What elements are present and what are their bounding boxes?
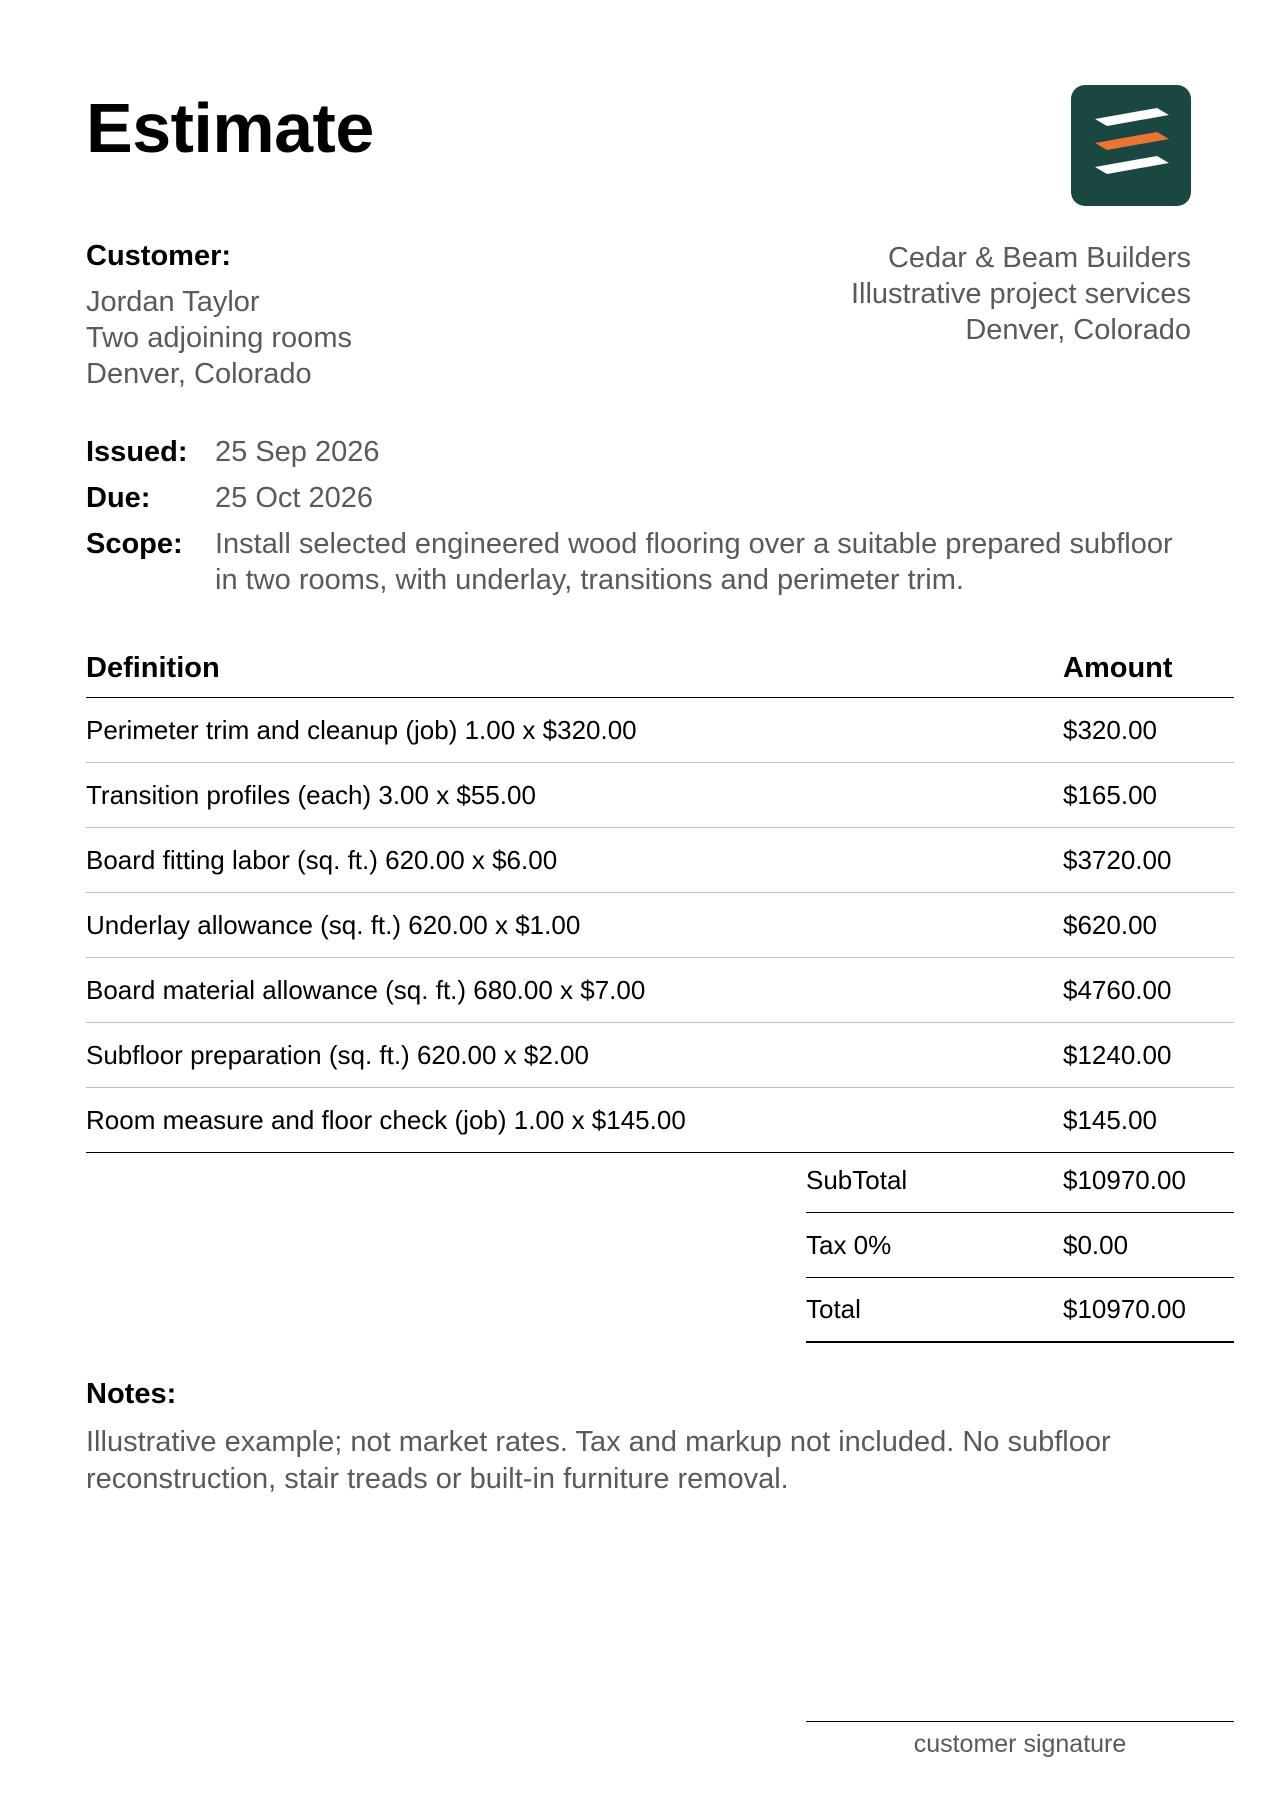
company-name: Cedar & Beam Builders bbox=[887, 242, 1191, 274]
stacked-boards-logo-icon bbox=[1071, 85, 1191, 206]
logo-graphic bbox=[1071, 85, 1191, 206]
line-items-table bbox=[86, 652, 1234, 1153]
customer-details bbox=[86, 284, 352, 392]
customer-label: Customer: bbox=[86, 240, 232, 272]
table-row bbox=[86, 958, 1234, 1023]
item-definition: Subfloor preparation (sq. ft.) 620.00 x $2.00 bbox=[86, 1039, 589, 1070]
item-amount: $145.00 bbox=[1063, 1104, 1157, 1135]
item-amount: $165.00 bbox=[1063, 779, 1157, 810]
total-label: Total bbox=[806, 1294, 861, 1324]
item-definition: Board material allowance (sq. ft.) 680.00 x $7.00 bbox=[86, 974, 646, 1005]
customer-project: Two adjoining rooms bbox=[86, 322, 352, 354]
total-value: $10970.00 bbox=[1063, 1294, 1186, 1324]
item-amount: $620.00 bbox=[1063, 909, 1157, 940]
issued-value: 25 Sep 2026 bbox=[215, 436, 380, 468]
signature-label: customer signature bbox=[913, 1730, 1127, 1758]
definition-header: Definition bbox=[86, 652, 220, 684]
item-definition: Board fitting labor (sq. ft.) 620.00 x $6.00 bbox=[86, 844, 558, 875]
scope-row bbox=[86, 526, 1175, 598]
table-row bbox=[86, 698, 1234, 763]
signature-line bbox=[806, 1721, 1234, 1722]
company-tagline: Illustrative project services bbox=[850, 278, 1191, 310]
subtotal-row bbox=[806, 1148, 1234, 1213]
scope-label: Scope: bbox=[86, 528, 183, 560]
item-amount: $320.00 bbox=[1063, 714, 1157, 745]
tax-value: $0.00 bbox=[1063, 1229, 1129, 1260]
item-definition: Underlay allowance (sq. ft.) 620.00 x $1.00 bbox=[86, 909, 581, 940]
due-value: 25 Oct 2026 bbox=[215, 482, 373, 514]
item-amount: $4760.00 bbox=[1063, 974, 1172, 1005]
customer-name: Jordan Taylor bbox=[86, 286, 260, 318]
subtotal-value: $10970.00 bbox=[1063, 1164, 1186, 1195]
scope-value: Install selected engineered wood flooring over a suitable prepared subfloor in two rooms, with underlay, transitions and perimeter trim. bbox=[215, 528, 1173, 596]
issued-label: Issued: bbox=[86, 436, 188, 468]
amount-header: Amount bbox=[1063, 652, 1173, 684]
table-row bbox=[86, 893, 1234, 958]
item-amount: $3720.00 bbox=[1063, 844, 1172, 875]
tax-row bbox=[806, 1213, 1234, 1278]
customer-location: Denver, Colorado bbox=[86, 358, 312, 390]
company-details bbox=[851, 240, 1191, 348]
due-row bbox=[86, 480, 1175, 516]
item-definition: Transition profiles (each) 3.00 x $55.00 bbox=[86, 779, 536, 810]
table-row bbox=[86, 828, 1234, 893]
document-title: Estimate bbox=[86, 89, 374, 167]
estimate-meta bbox=[86, 434, 1175, 608]
item-definition: Perimeter trim and cleanup (job) 1.00 x $320.00 bbox=[86, 714, 637, 745]
total-row bbox=[806, 1278, 1234, 1343]
company-location: Denver, Colorado bbox=[965, 314, 1191, 346]
issued-row bbox=[86, 434, 1175, 470]
table-header bbox=[86, 652, 1234, 698]
tax-label: Tax 0% bbox=[806, 1229, 892, 1260]
table-row bbox=[86, 763, 1234, 828]
table-row bbox=[86, 1023, 1234, 1088]
subtotal-label: SubTotal bbox=[806, 1164, 908, 1195]
totals-table bbox=[806, 1148, 1234, 1343]
notes-text: Illustrative example; not market rates. Tax and markup not included. No subfloor reconstruction, stair treads or built-in furniture removal. bbox=[86, 1426, 1111, 1495]
item-amount: $1240.00 bbox=[1063, 1039, 1172, 1070]
due-label: Due: bbox=[86, 482, 151, 514]
table-row bbox=[86, 1088, 1234, 1153]
item-definition: Room measure and floor check (job) 1.00 x $145.00 bbox=[86, 1104, 686, 1135]
notes-label: Notes: bbox=[86, 1378, 177, 1410]
